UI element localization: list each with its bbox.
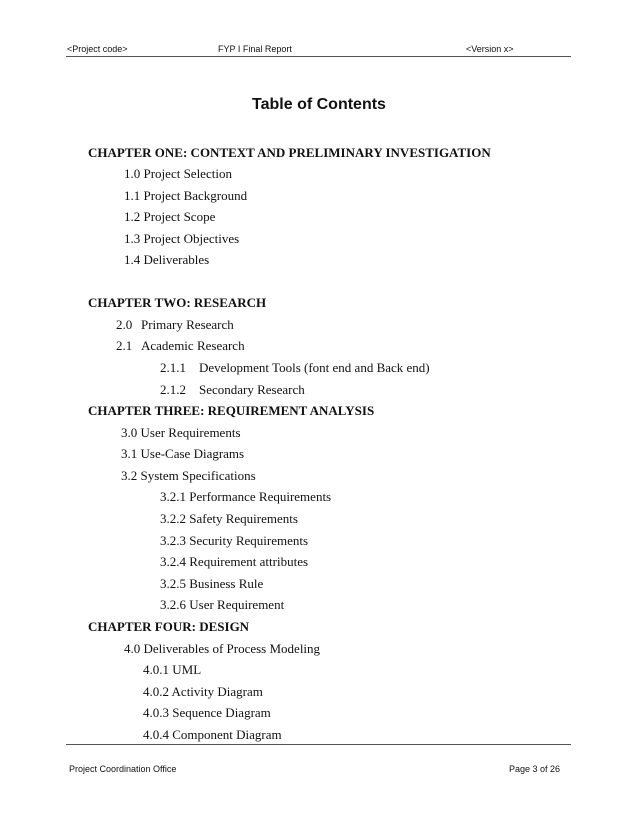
footer-page-number: Page 3 of 26 — [509, 764, 561, 774]
toc-item-1-0[interactable]: 1.0 Project Selection — [124, 166, 232, 181]
toc-item-text: Secondary Research — [199, 382, 305, 397]
toc-item-1-4[interactable]: 1.4 Deliverables — [124, 252, 210, 267]
toc-item-text: Development Tools (font end and Back end) — [199, 360, 430, 375]
header-project-code: <Project code> — [67, 44, 128, 54]
toc-item-1-2[interactable]: 1.2 Project Scope — [124, 209, 216, 224]
toc-chapter-two[interactable]: CHAPTER TWO: RESEARCH — [88, 295, 267, 310]
toc-item-number: 2.1.2 — [160, 382, 186, 397]
toc-item-3-2-4[interactable]: 3.2.4 Requirement attributes — [160, 554, 309, 569]
toc-chapter-three[interactable]: CHAPTER THREE: REQUIREMENT ANALYSIS — [88, 403, 375, 418]
toc-item-3-2[interactable]: 3.2 System Specifications — [121, 468, 256, 483]
toc-item-number: 2.1.1 — [160, 360, 186, 375]
toc-item-2-0[interactable] — [116, 317, 234, 333]
toc-item-2-1-2[interactable] — [160, 382, 305, 398]
toc-item-3-2-2[interactable]: 3.2.2 Safety Requirements — [160, 511, 298, 526]
toc-item-number: 2.1 — [116, 338, 133, 353]
toc-item-3-2-1[interactable]: 3.2.1 Performance Requirements — [160, 489, 332, 504]
page-title: Table of Contents — [252, 96, 386, 113]
header-report-title: FYP I Final Report — [218, 44, 292, 54]
toc-item-number: 2.0 — [116, 317, 133, 332]
toc-item-3-2-5[interactable]: 3.2.5 Business Rule — [160, 576, 264, 591]
toc-item-4-0-3[interactable]: 4.0.3 Sequence Diagram — [143, 705, 271, 720]
header-version: <Version x> — [466, 44, 514, 54]
header-rule — [66, 56, 571, 57]
toc-item-1-1[interactable]: 1.1 Project Background — [124, 188, 248, 203]
footer-rule — [66, 744, 571, 745]
toc-item-4-0[interactable]: 4.0 Deliverables of Process Modeling — [124, 641, 321, 656]
toc-item-4-0-2[interactable]: 4.0.2 Activity Diagram — [143, 684, 263, 699]
footer-office: Project Coordination Office — [69, 764, 177, 774]
toc-item-3-2-3[interactable]: 3.2.3 Security Requirements — [160, 533, 309, 548]
toc-item-4-0-1[interactable]: 4.0.1 UML — [143, 662, 202, 677]
toc-item-2-1[interactable] — [116, 338, 245, 354]
toc-chapter-four[interactable]: CHAPTER FOUR: DESIGN — [88, 619, 250, 634]
toc-chapter-one[interactable]: CHAPTER ONE: CONTEXT AND PRELIMINARY INVESTIGATION — [88, 145, 491, 160]
toc-item-3-1[interactable]: 3.1 Use-Case Diagrams — [121, 446, 245, 461]
toc-item-text: Primary Research — [141, 317, 234, 332]
toc-item-4-0-4[interactable]: 4.0.4 Component Diagram — [143, 727, 282, 742]
toc-item-text: Academic Research — [141, 338, 245, 353]
toc-item-3-2-6[interactable]: 3.2.6 User Requirement — [160, 597, 285, 612]
toc-item-2-1-1[interactable] — [160, 360, 430, 376]
toc-item-1-3[interactable]: 1.3 Project Objectives — [124, 231, 240, 246]
toc-item-3-0[interactable]: 3.0 User Requirements — [121, 425, 241, 440]
